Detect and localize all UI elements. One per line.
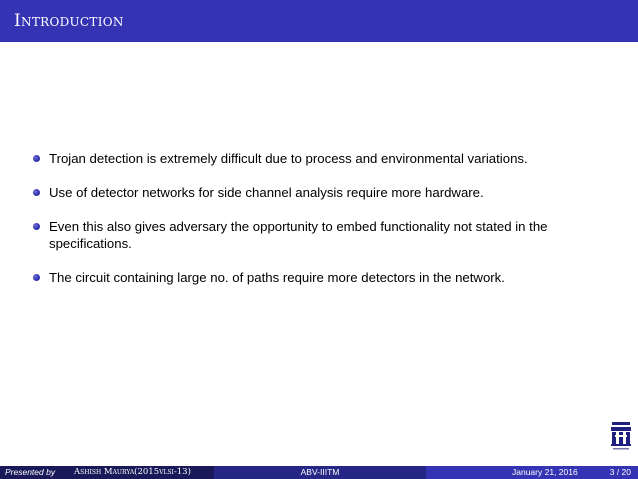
bullet-item (33, 184, 623, 201)
bullet-text: The circuit containing large no. of paths require more detectors in the network. (49, 270, 505, 285)
bullet-dot-icon (33, 223, 40, 230)
institute-name: ABV-IIITM (300, 467, 340, 477)
bullet-item (33, 218, 623, 252)
footer-institute-section (214, 466, 426, 479)
bullet-dot-icon (33, 155, 40, 162)
bullet-dot-icon (33, 274, 40, 281)
slide-content (0, 42, 638, 466)
bullet-dot-icon (33, 189, 40, 196)
institute-logo-icon (609, 420, 633, 452)
bullet-text: Use of detector networks for side channel analysis require more hardware. (49, 185, 484, 200)
bullet-item (33, 269, 623, 286)
presentation-date: January 21, 2016 (512, 467, 578, 477)
bullet-text: Even this also gives adversary the opportunity to embed functionality not stated in the specifications. (49, 219, 548, 251)
bullet-text: Trojan detection is extremely difficult due to process and environmental variations. (49, 151, 528, 166)
footer-author-section (0, 466, 214, 479)
slide-header (0, 0, 638, 42)
bullet-list (33, 150, 623, 302)
institute-logo-graphic (609, 420, 633, 452)
author-name: Ashish Maurya(2015vlsi-13) (74, 467, 191, 477)
slide-footer (0, 466, 638, 479)
presented-by-label: Presented by (5, 467, 56, 477)
page-number: 3 / 20 (609, 467, 631, 477)
bullet-item (33, 150, 623, 167)
slide-title: Introduction (14, 11, 124, 31)
footer-date-section (426, 466, 638, 479)
